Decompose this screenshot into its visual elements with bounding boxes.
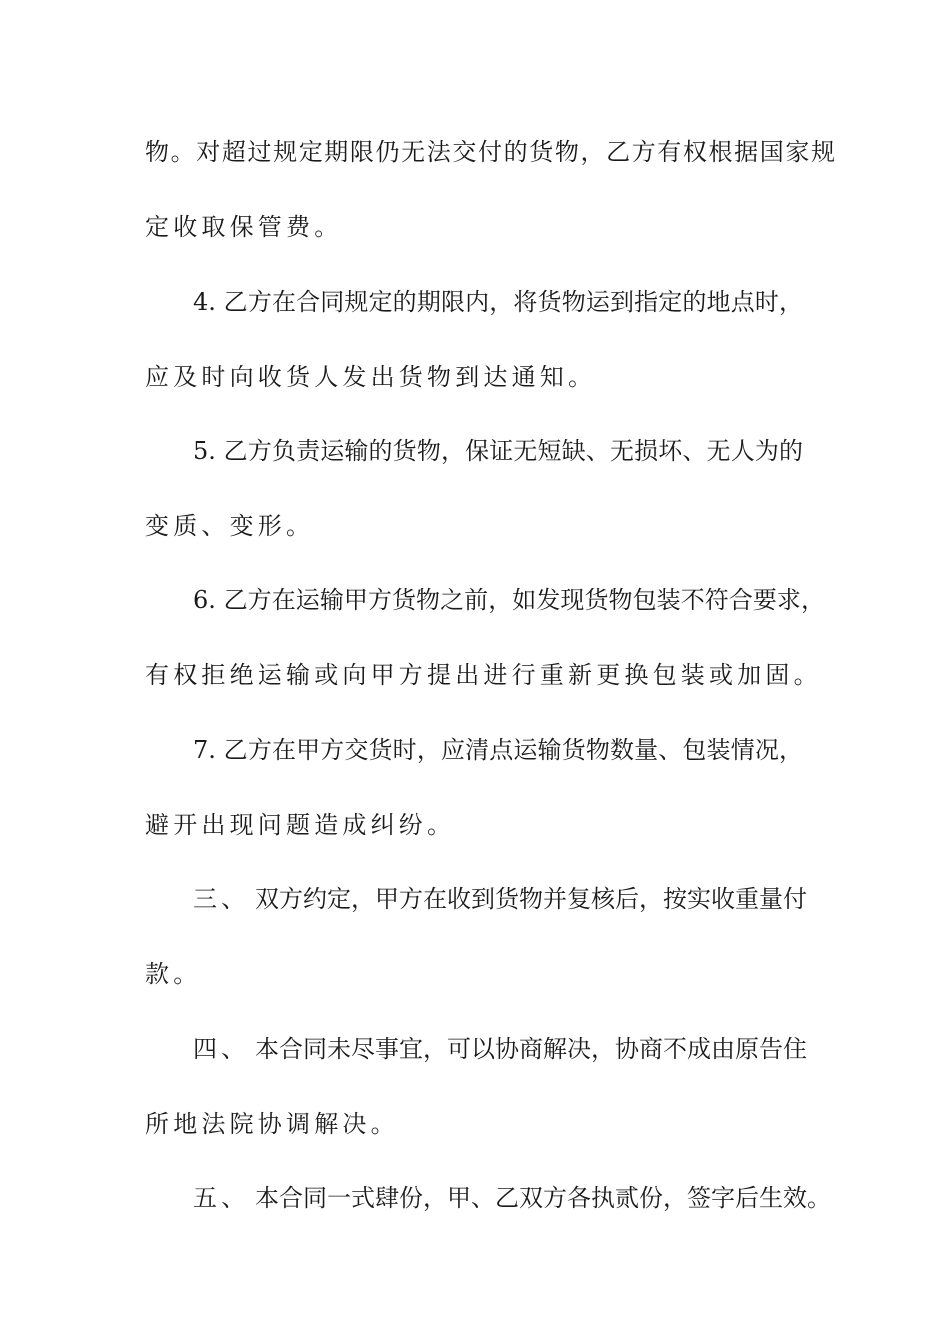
text-line: 变质、变形。 [145,512,315,540]
text-line: 应及时向收货人发出货物到达通知。 [145,363,597,391]
text-line: 7. 乙方在甲方交货时，应清点运输货物数量、包装情况， [193,736,803,764]
text-line: 定收取保管费。 [145,213,343,241]
text-line: 4. 乙方在合同规定的期限内，将货物运到指定的地点时， [193,288,803,316]
text-line: 物。对超过规定期限仍无法交付的货物，乙方有权根据国家规 [145,138,835,166]
section-number: 三、 [193,885,250,913]
text-line: 款。 [145,960,202,988]
text-line: 双方约定，甲方在收到货物并复核后，按实收重量付 [255,885,807,913]
text-line: 本合同未尽事宜，可以协商解决，协商不成由原告住 [255,1035,807,1063]
text-line: 本合同一式肆份，甲、乙双方各执贰份，签字后生效。 [255,1184,831,1212]
text-line: 避开出现问题造成纠纷。 [145,811,456,839]
text-line: 所地法院协调解决。 [145,1110,399,1138]
text-line: 有权拒绝运输或向甲方提出进行重新更换包装或加固。 [145,661,822,689]
section-number: 四、 [193,1035,250,1063]
section-number: 五、 [193,1184,250,1212]
text-line: 6. 乙方在运输甲方货物之前，如发现货物包装不符合要求， [193,586,825,614]
text-line: 5. 乙方负责运输的货物，保证无短缺、无损坏、无人为的 [193,437,803,465]
